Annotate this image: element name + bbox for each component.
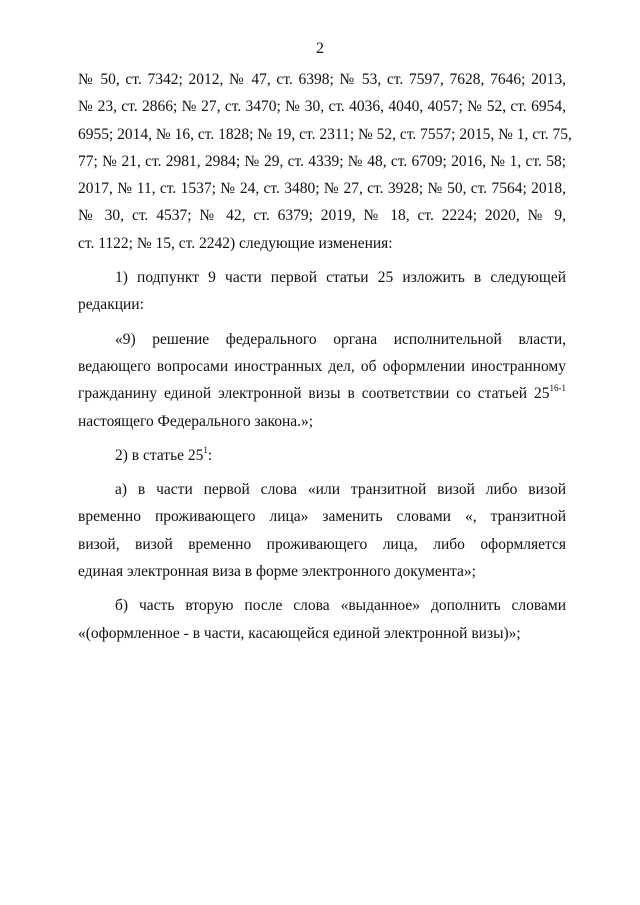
text-span: :: [207, 446, 213, 464]
text-line: № 23, ст. 2866; № 27, ст. 3470; № 30, ст. 4036, 4040, 4057; № 52, ст. 6954,: [78, 98, 566, 116]
item-2-heading: [78, 442, 566, 469]
superscript: 1: [203, 444, 208, 455]
text-line: визой, визой временно проживающего лица, либо оформляется: [78, 535, 566, 553]
item-2a-paragraph: [78, 476, 566, 585]
text-line: б) часть вторую после слова «выданное» дополнить словами: [115, 597, 566, 615]
text-span: 2) в статье 25: [115, 446, 204, 464]
text-line: 1) подпункт 9 части первой статьи 25 изложить в следующей: [115, 269, 566, 287]
item-2b-paragraph: [78, 592, 566, 647]
text-line: ст. 1122; № 15, ст. 2242) следующие изменения:: [78, 234, 393, 252]
quoted-item-9-paragraph: [78, 326, 566, 435]
page-number: 2: [316, 40, 324, 57]
text-line: единая электронная виза в форме электронного документа»;: [78, 563, 476, 581]
document-body: [78, 66, 572, 647]
text-line: № 50, ст. 7342; 2012, № 47, ст. 6398; № 53, ст. 7597, 7628, 7646; 2013,: [78, 71, 566, 88]
item-1-paragraph: [78, 264, 566, 319]
intro-paragraph: [78, 66, 572, 257]
text-line: временно проживающего лица» заменить словами «, транзитной: [78, 508, 566, 526]
text-line: редакции:: [78, 296, 144, 314]
text-line: «(оформленное - в части, касающейся единой электронной визы)»;: [78, 624, 521, 642]
text-line: «9) решение федерального органа исполнительной власти,: [115, 330, 566, 348]
text-line: № 30, ст. 4537; № 42, ст. 6379; 2019, № 18, ст. 2224; 2020, № 9,: [78, 207, 566, 225]
text-line: 77; № 21, ст. 2981, 2984; № 29, ст. 4339; № 48, ст. 6709; 2016, № 1, ст. 58;: [78, 152, 566, 170]
text-line: [78, 380, 566, 407]
text-span: гражданину единой электронной визы в соответствии со статьей 25: [78, 385, 550, 403]
superscript: 16-1: [549, 383, 566, 394]
text-line: а) в части первой слова «или транзитной визой либо визой: [115, 481, 566, 499]
text-line: настоящего Федерального закона.»;: [78, 412, 314, 430]
text-line: 6955; 2014, № 16, ст. 1828; № 19, ст. 2311; № 52, ст. 7557; 2015, № 1, ст. 75,: [78, 125, 572, 143]
text-line: ведающего вопросами иностранных дел, об оформлении иностранному: [78, 357, 566, 375]
text-line: 2017, № 11, ст. 1537; № 24, ст. 3480; № 27, ст. 3928; № 50, ст. 7564; 2018,: [78, 180, 566, 198]
